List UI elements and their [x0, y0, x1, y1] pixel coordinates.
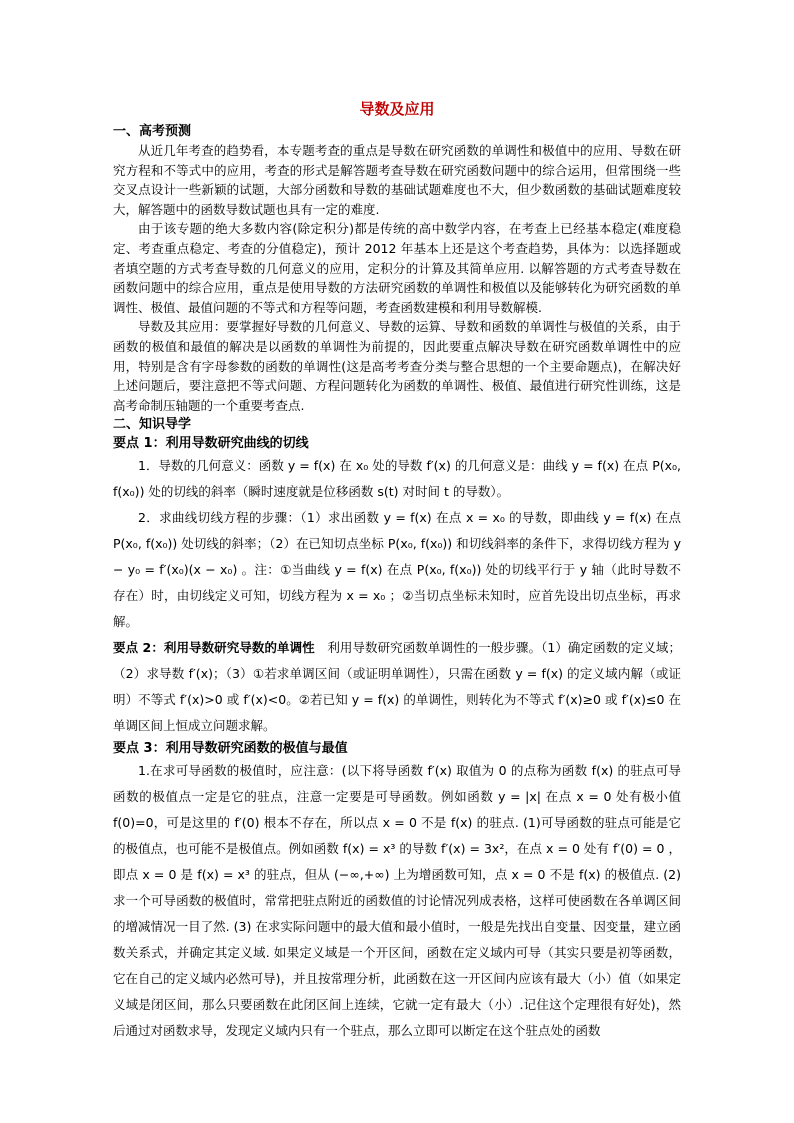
paragraph: 1.在求可导函数的极值时，应注意：(以下将导函数 f′(x) 取值为 0 的点称为函数 f(x) 的驻点可导函数的极值点一定是它的驻点，注意一定要是可导函数。例如函数 y = |x| 在点 x = 0 处有极小值 f(0)=0，可是这里的 f′(0) 根本不存在，所以点 x = 0 不是 f(x) 的驻点. (1)可导函数的驻点可能是它的极值点，也可能不是极值点。例如函数 f(x) = x³ 的导数 f′(x) = 3x²，在点 x = 0 处有 f′(0) = 0 ，即点 x = 0 是 f(x) = x³ 的驻点，但从 (−∞,+∞) 上为增函数可知，点 x = 0 不是 f(x) 的极值点. (2) 求一个可导函数的极值时，常常把驻点附近的函数值的讨论情况列成表格，这样可使函数在各单调区间的增减情况一目了然. (3) 在求实际问题中的最大值和最小值时，一般是先找出自变量、因变量，建立函数关系式，并确定其定义域. 如果定义域是一个开区间，函数在定义域内可导（其实只要是初等函数，它在自己的定义域内必然可导)，并且按常理分析，此函数在这一开区间内应该有最大（小）值（如果定义域是闭区间，那么只要函数在此闭区间上连续，它就一定有最大（小）.记住这个定理很有好处)，然后通过对函数求导，发现定义域内只有一个驻点，那么立即可以断定在这个驻点处的函数: [113, 763, 681, 1039]
paragraph: 从近几年考查的趋势看，本专题考查的重点是导数在研究函数的单调性和极值中的应用、导数在研究方程和不等式中的应用，考查的形式是解答题考查导数在研究函数问题中的综合运用，但常围绕一些交叉点设计一些新颖的试题，大部分函数和导数的基础试题难度也不大，但少数函数的基础试题难度较大，解答题中的函数导数试题也具有一定的难度.: [113, 143, 681, 217]
point-monotonicity: [113, 635, 681, 739]
paragraph: 由于该专题的绝大多数内容(除定积分)都是传统的高中数学内容，在考查上已经基本稳定(难度稳定、考查重点稳定、考查的分值稳定)，预计 2012 年基本上还是这个考查趋势，具体为：以选择题或者填空题的方式考查导数的几何意义的应用，定积分的计算及其简单应用. 以解答题的方式考查导数在函数问题中的综合应用，重点是使用导数的方法研究函数的单调性和极值以及能够转化为研究函数的单调性、极值、最值问题的不等式和方程等问题，考查函数建模和利用导数解模.: [113, 221, 681, 315]
paragraph: 利用导数研究函数单调性的一般步骤。（1）确定函数的定义域；（2）求导数 f′(x)；（3）①若求单调区间（或证明单调性），只需在函数 y = f(x) 的定义域内解（或证明）不等式 f′(x)>0 或 f′(x)<0。②若已知 y = f(x) 的单调性，则转化为不等式 f′(x)≥0 或 f′(x)≤0 在单调区间上恒成立问题求解。: [113, 640, 681, 734]
point-heading-extrema: 要点 3：利用导数研究函数的极值与最值: [113, 741, 348, 757]
paragraph: 导数及其应用：要掌握好导数的几何意义、导数的运算、导数和函数的单调性与极值的关系，由于函数的极值和最值的解决是以函数的单调性为前提的，因此要重点解决导数在研究函数单调性中的应用，特别是含有字母参数的函数的单调性(这是高考考查分类与整合思想的一个主要命题点)，在解决好上述问题后，要注意把不等式问题、方程问题转化为函数的单调性、极值、最值进行研究性训练，这是高考命制压轴题的一个重要考查点.: [113, 319, 681, 413]
section-heading-forecast: 一、高考预测: [113, 124, 192, 139]
document-title: 导数及应用: [359, 100, 435, 118]
section-heading-knowledge: 二、知识导学: [113, 417, 192, 433]
document-page: [113, 98, 681, 1044]
paragraph: 2．求曲线切线方程的步骤：（1）求出函数 y = f(x) 在点 x = x₀ 的导数，即曲线 y = f(x) 在点 P(x₀, f(x₀)) 处切线的斜率；（2）在已知切点坐标 P(x₀, f(x₀)) 和切线斜率的条件下，求得切线方程为 y − y₀ = f′(x₀)(x − x₀) 。注：①当曲线 y = f(x) 在点 P(x₀, f(x₀)) 处的切线平行于 y 轴（此时导数不存在）时，由切线定义可知，切线方程为 x = x₀ ；②当切点坐标未知时，应首先设出切点坐标，再求解。: [113, 510, 681, 630]
point-heading-tangent: 要点 1：利用导数研究曲线的切线: [113, 436, 309, 452]
paragraph: 1．导数的几何意义：函数 y = f(x) 在 x₀ 处的导数 f′(x) 的几何意义是：曲线 y = f(x) 在点 P(x₀, f(x₀)) 处的切线的斜率（瞬时速度就是位移函数 s(t) 对时间 t 的导数）。: [113, 458, 681, 500]
point-heading-monotonicity: 要点 2：利用导数研究导数的单调性: [113, 640, 315, 656]
